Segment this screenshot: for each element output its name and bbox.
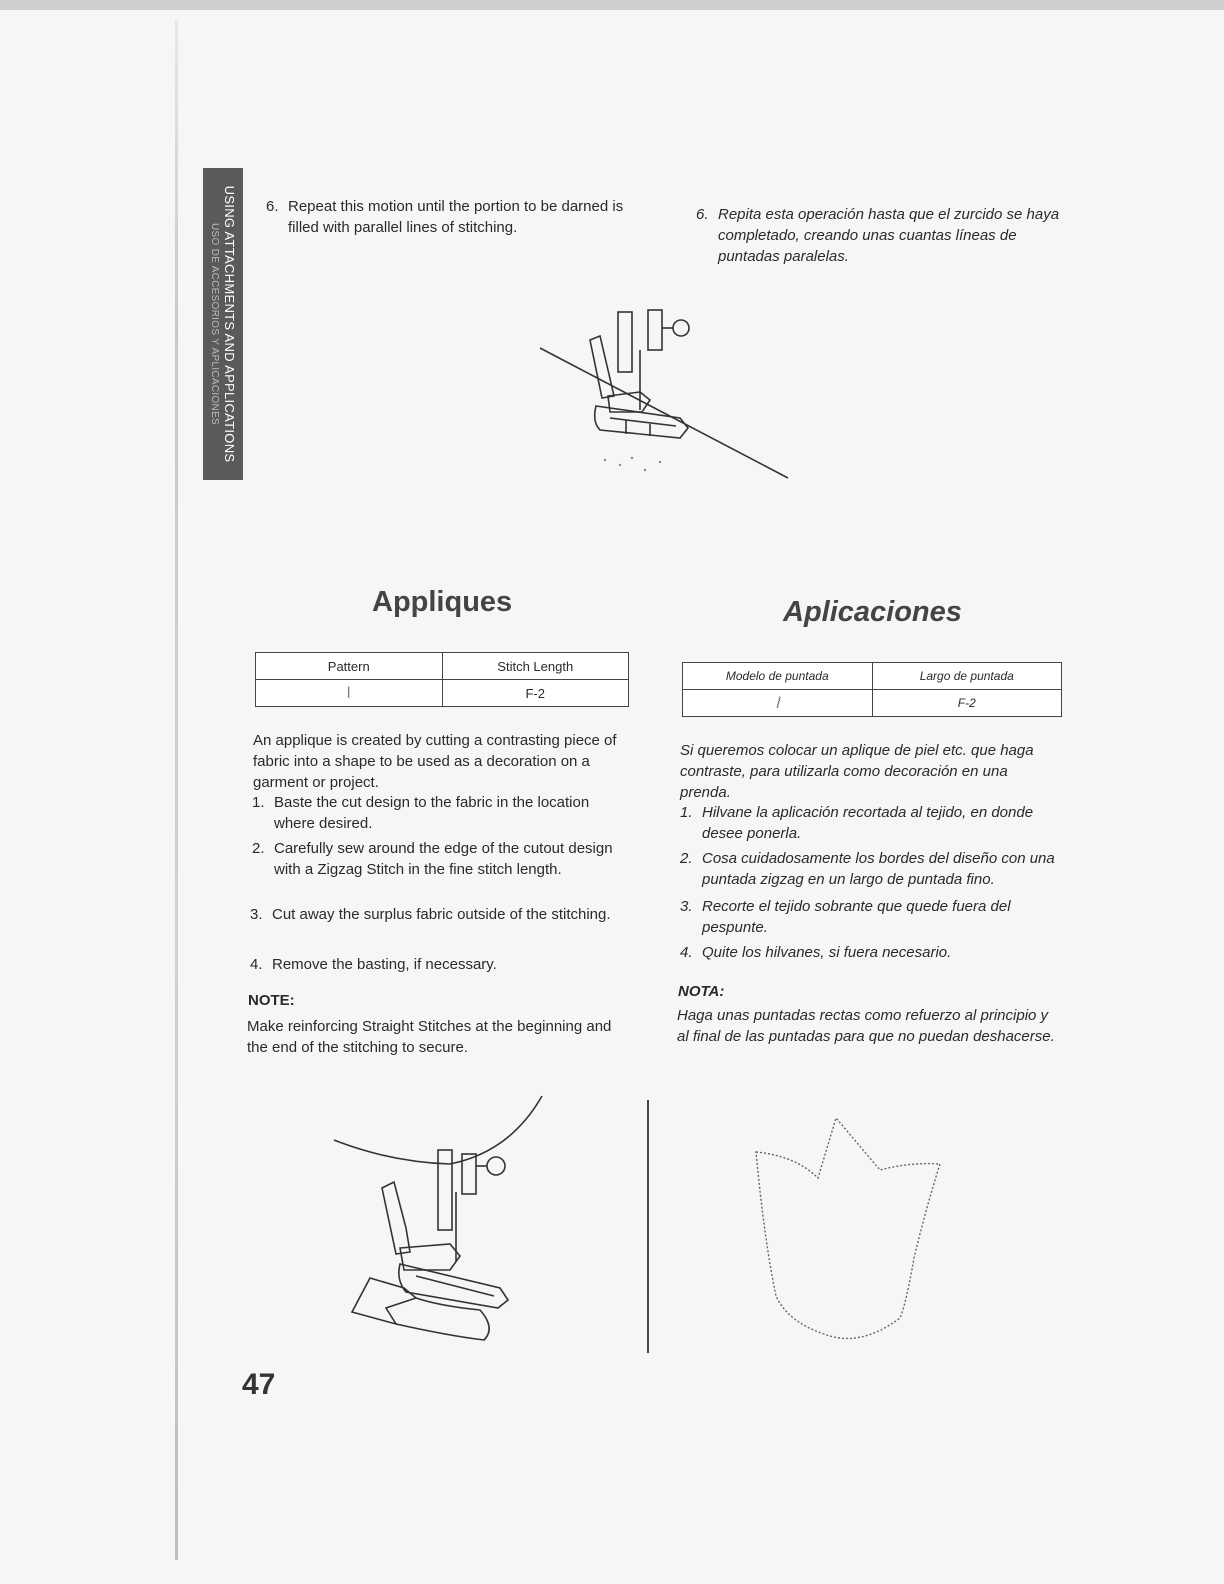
applique-intro-es: Si queremos colocar un aplique de piel etc. que haga contraste, para utilizarla como decoración en una prenda.: [680, 742, 1034, 801]
applique-step-en: 4. Remove the basting, if necessary.: [250, 956, 497, 973]
applique-step-es: 2. Cosa cuidadosamente los bordes del diseño con una puntada zigzag en un largo de puntada fino.: [680, 850, 1055, 888]
scan-top-edge: [0, 0, 1224, 10]
applique-step-es: 3. Recorte el tejido sobrante que quede fuera del pespunte.: [680, 898, 1011, 936]
side-tab-title-en: USING ATTACHMENTS AND APPLICATIONS: [222, 185, 237, 463]
stitch-table-es: [682, 662, 1062, 717]
appliques-heading-en: Appliques: [372, 586, 513, 618]
note-text-es: Haga unas puntadas rectas como refuerzo al principio y al final de las puntadas para que no puedan deshacerse.: [677, 1007, 1055, 1045]
note-heading-es: NOTA:: [678, 983, 725, 1000]
table-header-modelo: Modelo de puntada: [683, 663, 873, 690]
appliques-heading-es: Aplicaciones: [783, 596, 962, 628]
section-side-tab: [203, 168, 243, 480]
scan-binding-edge: [175, 20, 178, 1560]
note-heading-en: NOTE:: [248, 992, 295, 1009]
table-header-pattern: Pattern: [256, 653, 443, 680]
applique-step-en: 3. Cut away the surplus fabric outside of the stitching.: [250, 906, 611, 923]
darning-presser-foot-illustration: [530, 300, 800, 490]
applique-step-en: 2. Carefully sew around the edge of the cutout design with a Zigzag Stitch in the fine stitch length.: [252, 840, 613, 878]
table-header-stitch-length: Stitch Length: [442, 653, 629, 680]
applique-intro-en: An applique is created by cutting a contrasting piece of fabric into a shape to be used as a decoration on a garment or project.: [253, 732, 617, 791]
applique-step-en: 1. Baste the cut design to the fabric in the location where desired.: [252, 794, 590, 832]
darning-step-es: 6. Repita esta operación hasta que el zurcido se haya completado, creando unas cuantas líneas de puntadas paralelas.: [696, 206, 1060, 265]
table-largo-value: F-2: [872, 690, 1062, 717]
zigzag-pattern-icon: ⦚: [683, 690, 873, 717]
applique-sewing-illustration: [330, 1092, 550, 1372]
applique-step-es: 4. Quite los hilvanes, si fuera necesario.: [680, 944, 952, 961]
side-tab-title-es: USO DE ACCESORIOS Y APLICACIONES: [209, 222, 220, 426]
applique-step-es: 1. Hilvane la aplicación recortada al tejido, en donde desee ponerla.: [680, 804, 1034, 842]
tulip-applique-shape: [740, 1108, 950, 1348]
table-header-largo: Largo de puntada: [872, 663, 1062, 690]
note-text-en: Make reinforcing Straight Stitches at the beginning and the end of the stitching to secure.: [247, 1018, 612, 1056]
table-stitch-length-value: F-2: [442, 680, 629, 707]
page-number: 47: [242, 1368, 276, 1401]
stitch-table-en: [255, 652, 629, 707]
column-divider: [647, 1100, 649, 1353]
zigzag-pattern-icon: ⦚: [256, 680, 443, 707]
darning-step-en: 6. Repeat this motion until the portion to be darned is filled with parallel lines of stitching.: [266, 198, 624, 236]
